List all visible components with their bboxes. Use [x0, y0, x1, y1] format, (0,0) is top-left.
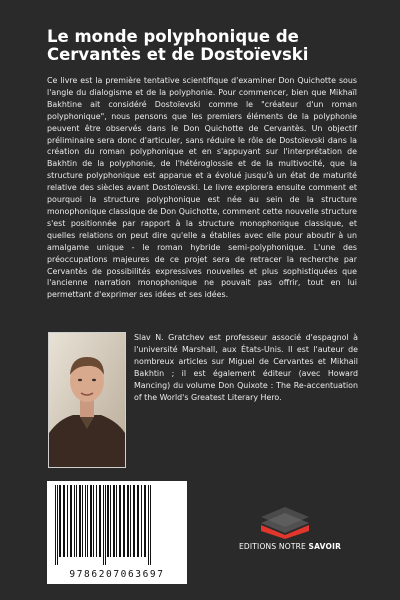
author-bio: Slav N. Gratchev est professeur associé d'espagnol à l'université Marshall, aux États-Unis. Il est l'auteur de nombreux articles sur Miguel de Cervantes et Mikhail Bakhtin ; il est également éditeur (avec Howard Mancing) du volume Don Quixote : The Re-accentuation of the World's Greatest Literary Hero. [134, 333, 358, 402]
publisher-name [225, 542, 355, 551]
isbn-barcode [47, 481, 187, 584]
book-title: Le monde polyphonique de Cervantès et de Dostoïevski [47, 27, 309, 64]
synopsis-text: Ce livre est la première tentative scientifique d'examiner Don Quichotte sous l'angle du dialogisme et de la polyphonie. Pour commencer, bien que Mikhaïl Bakhtine ait considéré Dostoïevski comme le "créateur d'un roman polyphonique", nous pensons que les premiers éléments de la polyphonie peuvent être observés dans le Don Quichotte de Cervantès. Un objectif préliminaire sera donc d'articuler, sans réduire le rôle de Dostoïevski dans la création du roman polyphonique et en s'appuyant sur l'interprétation de Bakhtin de la polyphonie, de l'hétéroglossie et de la multivocité, que la structure polyphonique est apparue et a évolué jusqu'à un état de maturité relative des siècles avant Dostoïevski. Le livre explorera ensuite comment et pourquoi la structure polyphonique est née au sein de la structure monophonique classique de Don Quichotte, comment cette nouvelle structure s'est positionnée par rapport à la structure monophonique classique, et quelles relations on peut dire qu'elle a établies avec elle pour aboutir à un amalgame unique - le roman hybride semi-polyphonique. L'une des préoccupations majeures de ce projet sera de retracer la recherche par Cervantès de possibilités expressives nouvelles et plus sophistiquées que l'ancienne narration monophonique ne pouvait pas offrir, tout en lui permettant d'exprimer ses idées et ses idées. [47, 76, 357, 300]
publisher-name-prefix: EDITIONS NOTRE [238, 542, 309, 551]
author-photo [48, 332, 126, 468]
isbn-number: 9786207063697 [69, 569, 165, 580]
publisher-name-bold: SAVOIR [308, 542, 342, 551]
publisher-logo [255, 503, 315, 539]
